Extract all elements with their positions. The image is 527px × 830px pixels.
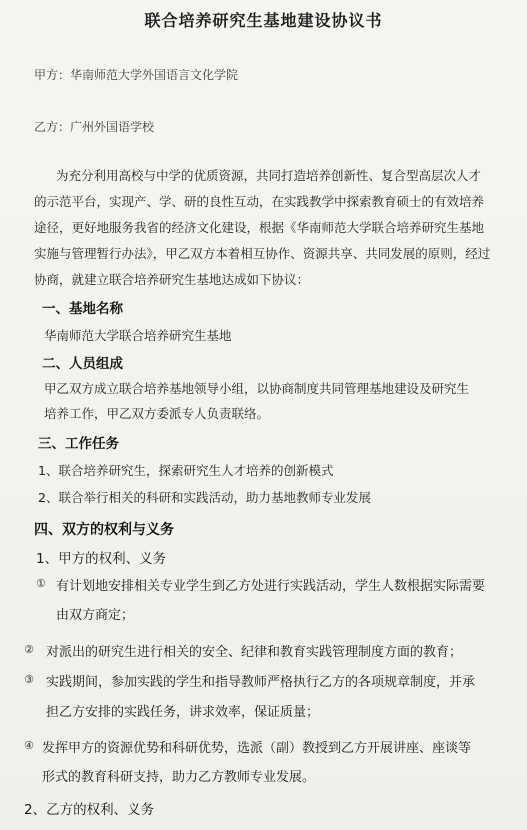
rights-item-text: 有计划地安排相关专业学生到乙方处进行实践活动，学生人数根据实际需要	[56, 579, 486, 594]
section-heading-rights: 四、双方的权利与义务	[34, 522, 174, 538]
section-heading-base-name: 一、基地名称	[42, 301, 123, 317]
rights-item-text: 担乙方安排的实践任务，讲求效率，保证质量；	[46, 705, 320, 720]
task-item: 2、联合举行相关的科研和实践活动，助力基地教师专业发展	[38, 490, 371, 505]
section-heading-personnel: 二、人员组成	[42, 356, 123, 372]
section-heading-tasks: 三、工作任务	[38, 436, 119, 452]
intro-line: 实施与管理暂行办法》，甲乙双方本着相互协作、资源共享、共同发展的原则，经过	[34, 246, 491, 261]
rights-item-text: 形式的教育科研支持，助力乙方教师专业发展。	[42, 770, 316, 785]
rights-item-text: 发挥甲方的资源优势和科研优势，选派（副）教授到乙方开展讲座、座谈等	[42, 741, 472, 756]
item-marker: ②	[24, 643, 34, 656]
personnel-text: 培养工作，甲乙双方委派专人负责联络。	[44, 406, 270, 421]
rights-item-text: 对派出的研究生进行相关的安全、纪律和教育实践管理制度方面的教育；	[46, 645, 463, 660]
subsection-party-a-rights: 1、甲方的权利、义务	[36, 551, 167, 567]
intro-line: 的示范平台，实现产、学、研的良性互动，在实践教学中探索教育硕士的有效培养	[34, 194, 485, 209]
document-title: 联合培养研究生基地建设协议书	[144, 11, 383, 30]
task-item: 1、联合培养研究生，探索研究生人才培养的创新模式	[38, 463, 334, 478]
intro-line: 协商，就建立联合培养研究生基地达成如下协议：	[34, 272, 310, 287]
subsection-party-b-rights: 2、乙方的权利、义务	[24, 802, 155, 818]
personnel-text: 甲乙双方成立联合培养基地领导小组，以协商制度共同管理基地建设及研究生	[44, 381, 470, 396]
item-marker: ③	[24, 673, 34, 686]
base-name-text: 华南师范大学联合培养研究生基地	[44, 328, 232, 343]
party-b: 乙方：广州外国语学校	[34, 120, 155, 134]
item-marker: ④	[24, 739, 34, 752]
rights-item-text: 实践期间，参加实践的学生和指导教师严格执行乙方的各项规章制度，并承	[46, 675, 476, 690]
rights-item-text: 由双方商定；	[56, 608, 135, 623]
party-a: 甲方：华南师范大学外国语言文化学院	[34, 68, 239, 82]
intro-line: 途径，更好地服务我省的经济文化建设，根据《华南师范大学联合培养研究生基地	[34, 220, 485, 235]
intro-line: 为充分利用高校与中学的优质资源，共同打造培养创新性、复合型高层次人才	[56, 168, 482, 183]
item-marker: ①	[36, 577, 46, 590]
